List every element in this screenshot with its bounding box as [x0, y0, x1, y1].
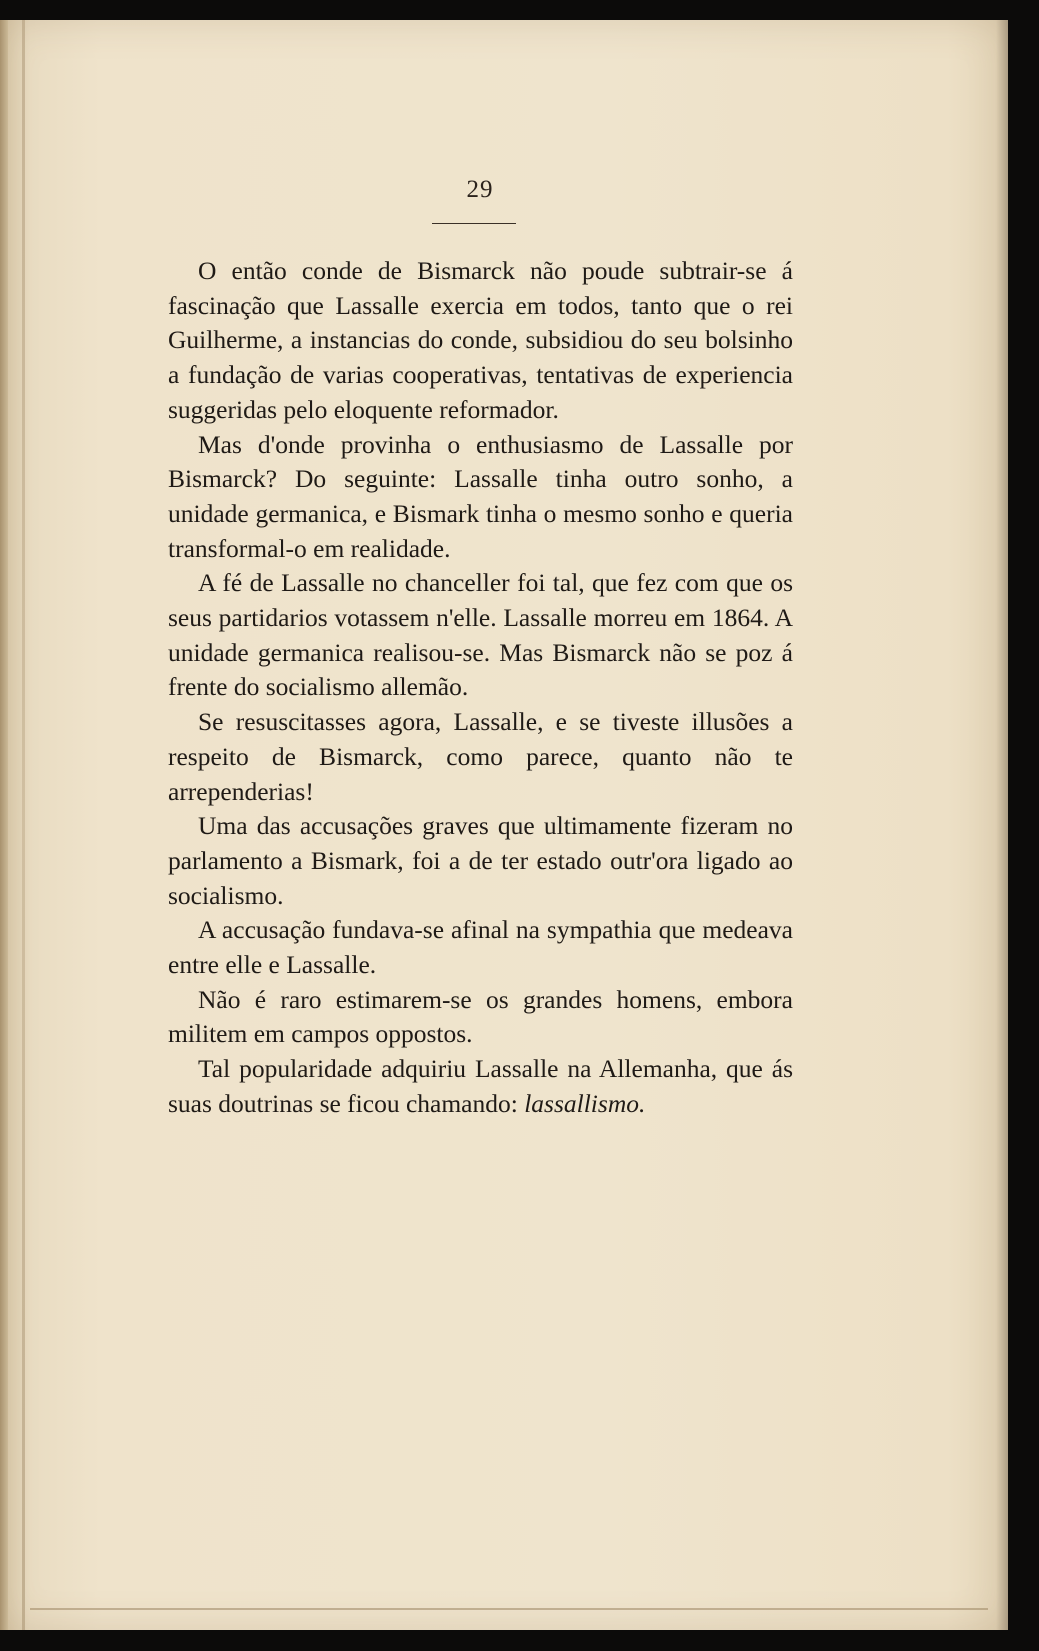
page-gutter-line — [22, 20, 25, 1630]
page-spine-edge — [0, 20, 8, 1630]
paragraph: Não é raro estimarem-se os grandes homens, embora militem em campos oppostos. — [168, 984, 793, 1049]
page-number: 29 — [466, 176, 494, 203]
paragraph: Uma das accusações graves que ultimamente fizeram no parlamento a Bismark, foi a de ter estado outr'ora ligado ao socialismo. — [168, 811, 793, 910]
paragraph-last-text: Tal popularidade adquiriu Lassalle na Allemanha, que ás suas doutrinas se ficou chamando: — [168, 1054, 793, 1118]
header-rule — [432, 223, 516, 224]
paragraph: Se resuscitasses agora, Lassalle, e se tiveste illusões a respeito de Bismarck, como parece, quanto não te arrependerias! — [168, 707, 793, 806]
paragraph-last — [168, 1052, 793, 1121]
paragraph: Mas d'onde provinha o enthusiasmo de Lassalle por Bismarck? Do seguinte: Lassalle tinha outro sonho, a unidade germanica, e Bismark tinha o mesmo sonho e queria transformal-o em realidade. — [168, 429, 793, 563]
italic-term: lassallismo. — [524, 1088, 646, 1118]
body-text — [168, 254, 793, 1122]
paragraph: O então conde de Bismarck não poude subtrair-se á fascinação que Lassalle exercia em todos, tanto que o rei Guilherme, a instancias do conde, subsidiou do seu bolsinho a fundação de varias cooperativas, tentativas de experiencia suggeridas pelo eloquente reformador. — [168, 256, 793, 424]
paragraph: A accusação fundava-se afinal na sympathia que medeava entre elle e Lassalle. — [168, 915, 793, 980]
page-right-edge — [996, 20, 1008, 1630]
paragraph: A fé de Lassalle no chanceller foi tal, que fez com que os seus partidarios votassem n'elle. Lassalle morreu em 1864. A unidade germanica realisou-se. Mas Bismarck não se poz á frente do socialismo allemão. — [168, 568, 793, 702]
page-bottom-edge — [30, 1608, 988, 1610]
